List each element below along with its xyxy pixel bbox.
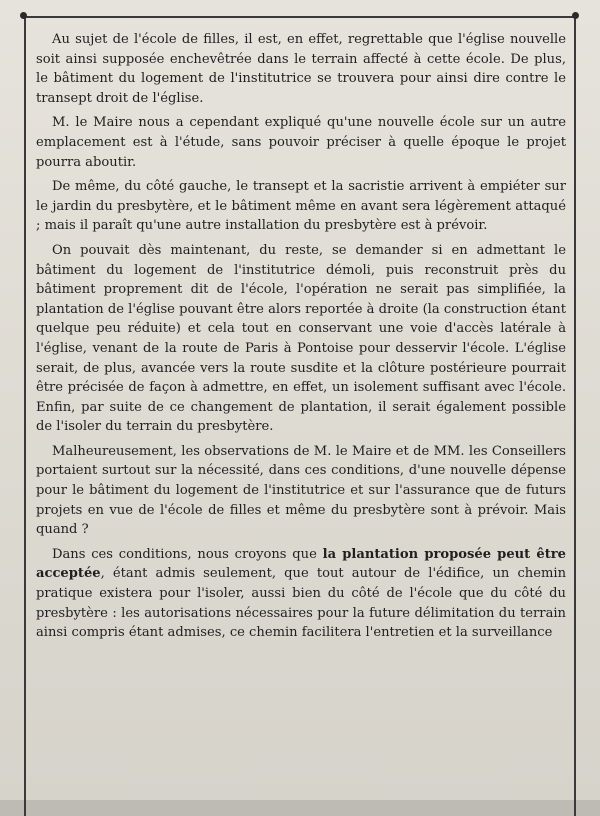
paragraph: M. le Maire nous a cependant expliqué qu'une nouvelle école sur un autre emplacement est à l'étude, sans pouvoir préciser à quelle époque le projet pourra aboutir. — [36, 115, 566, 170]
paragraph-last — [36, 545, 566, 643]
corner-dot — [20, 12, 27, 19]
text-run: Dans ces conditions, nous croyons que — [52, 546, 323, 562]
document-body — [36, 30, 566, 648]
paragraph: De même, du côté gauche, le transept et la sacristie arrivent à empiéter sur le jardin du presbytère, et le bâtiment même en avant sera légèrement attaqué ; mais il paraît qu'une autre installation du presbytère est à prévoir. — [36, 179, 566, 234]
text-run: , étant admis seulement, que tout autour de l'édifice, un chemin pratique existera pour l'isoler, aussi bien du côté de l'école que du côté du presbytère : les autorisations nécessaires pour la future délimitation du terrain ainsi compris étant admises, ce chemin facilitera l'entretien et la surveillance — [36, 566, 566, 641]
paragraph: Au sujet de l'école de filles, il est, en effet, regrettable que l'église nouvelle soit ainsi supposée enchevêtrée dans le terrain affecté à cette école. De plus, le bâtiment du logement de l'institutrice se trouvera pour ainsi dire contre le transept droit de l'église. — [36, 32, 566, 106]
corner-dot — [572, 12, 579, 19]
paragraph: Malheureusement, les observations de M. le Maire et de MM. les Conseillers portaient surtout sur la nécessité, dans ces conditions, d'une nouvelle dépense pour le bâtiment du logement de l'institutrice et sur l'assurance que de futurs projets en vue de l'école de filles et même du presbytère sont à prévoir. Mais quand ? — [36, 443, 566, 538]
paragraph: On pouvait dès maintenant, du reste, se demander si en admettant le bâtiment du logement de l'institutrice démoli, puis reconstruit près du bâtiment proprement dit de l'école, l'opération ne serait pas simplifiée, la plantation de l'église pouvant être alors reportée à droite (la construction étant quelque peu réduite) et cela tout en conservant une voie d'accès latérale à l'église, venant de la route de Paris à Pontoise pour desservir l'école. L'église serait, de plus, avancée vers la route susdite et la clôture postérieure pourrait être précisée de façon à admettre, en effet, un isolement suffisant avec l'école. Enfin, par suite de ce changement de plantation, il serait également possible de l'isoler du terrain du presbytère. — [36, 242, 566, 435]
bold-text-run: la plantation proposée peut être acceptée — [36, 546, 566, 582]
